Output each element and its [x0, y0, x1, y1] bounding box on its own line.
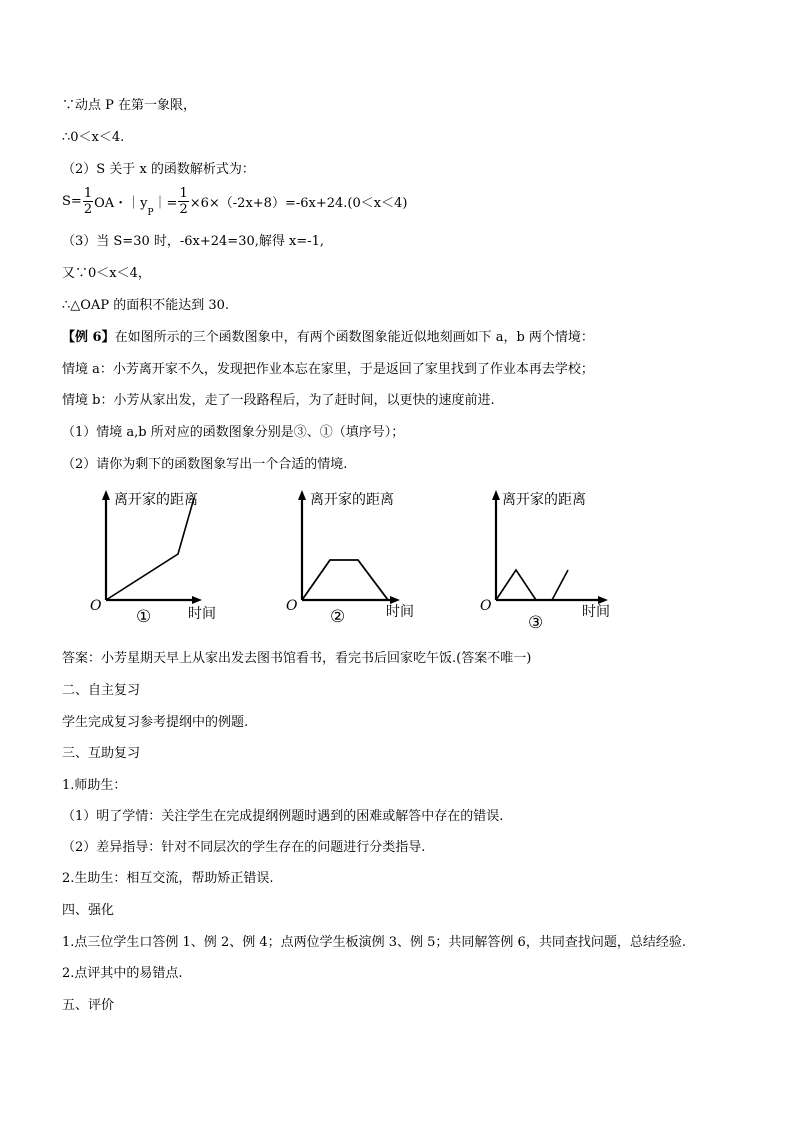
- graph-3-svg: [478, 488, 628, 633]
- text-line: ∴0＜x＜4.: [62, 130, 125, 145]
- section-heading: 三、互助复习: [62, 746, 141, 761]
- formula-subscript: P: [147, 208, 154, 218]
- text-line: 又∵0＜x＜4，: [62, 266, 151, 281]
- fraction-half: [178, 186, 188, 217]
- fraction-denominator: 2: [83, 202, 93, 217]
- text-line: 1.师助生：: [62, 778, 127, 793]
- y-arrow: [102, 490, 110, 500]
- graph-3-rising-segment: [552, 570, 568, 600]
- y-axis-label: 离开家的距离: [310, 492, 394, 508]
- graph-2-svg: [284, 488, 434, 633]
- graph-number: ②: [330, 607, 346, 627]
- fraction-half: [83, 186, 93, 217]
- text-line: 1.点三位学生口答例 1、例 2、例 4；点两位学生板演例 3、例 5；共同解答例 6，共同查找问题，总结经验.: [62, 935, 686, 950]
- example-text: 在如图所示的三个函数图象中，有两个函数图象能近似地刻画如下 a，b 两个情境：: [114, 330, 594, 345]
- y-arrow: [298, 490, 306, 500]
- x-arrow: [390, 596, 400, 604]
- graph-number: ③: [528, 613, 544, 633]
- area-formula: [62, 186, 407, 226]
- text-line: ∴△OAP 的面积不能达到 30.: [62, 298, 230, 313]
- formula-tail: ×6×（-2x+8）=-6x+24.(0＜x＜4): [189, 196, 408, 211]
- formula-mid2: ｜=: [153, 196, 178, 211]
- y-axis-label: 离开家的距离: [502, 492, 586, 508]
- text-line: 2.生助生：相互交流，帮助矫正错误.: [62, 871, 274, 886]
- answer-line: 答案：小芳星期天早上从家出发去图书馆看书，看完书后回家吃午饭.(答案不唯一): [62, 651, 532, 666]
- x-axis-label: 时间: [188, 606, 216, 622]
- origin-label: O: [90, 598, 102, 614]
- text-line: （2）请你为剩下的函数图象写出一个合适的情境.: [62, 457, 348, 472]
- formula-s-eq: S=: [62, 194, 82, 209]
- text-line: （2）差异指导：针对不同层次的学生存在的问题进行分类指导.: [62, 840, 426, 855]
- x-axis-label: 时间: [582, 604, 610, 620]
- text-line: ∵动点 P 在第一象限，: [62, 98, 197, 113]
- text-line: （3）当 S=30 时，-6x+24=30,解得 x=-1,: [62, 234, 325, 249]
- function-graph-1: [88, 488, 238, 637]
- formula-mid: OA・｜y: [94, 196, 148, 211]
- text-line: （2）S 关于 x 的函数解析式为：: [62, 162, 255, 177]
- text-line: （1）情境 a,b 所对应的函数图象分别是③、①（填序号）；: [62, 425, 405, 440]
- x-arrow: [598, 596, 608, 604]
- graph-2-curve: [302, 560, 388, 600]
- example-header-line: [62, 330, 594, 346]
- text-line: 情境 a：小芳离开家不久，发现把作业本忘在家里，于是返回了家里找到了作业本再去学校；: [62, 362, 594, 377]
- graph-1-svg: [88, 488, 238, 633]
- section-heading: 四、强化: [62, 903, 115, 918]
- text-line: 2.点评其中的易错点.: [62, 966, 183, 981]
- y-arrow: [492, 490, 500, 500]
- section-heading: 五、评价: [62, 998, 115, 1013]
- x-axis-label: 时间: [386, 604, 414, 620]
- example-label: 【例 6】: [62, 330, 115, 345]
- function-graph-3: [478, 488, 628, 637]
- graph-1-curve: [106, 498, 194, 600]
- graph-number: ①: [136, 607, 152, 627]
- graph-3-curve: [496, 570, 536, 600]
- origin-label: O: [286, 598, 298, 614]
- origin-label: O: [480, 598, 492, 614]
- fraction-numerator: 1: [83, 186, 93, 201]
- x-arrow: [192, 596, 202, 604]
- text-line: 学生完成复习参考提纲中的例题.: [62, 715, 249, 730]
- section-heading: 二、自主复习: [62, 683, 141, 698]
- fraction-denominator: 2: [179, 202, 188, 217]
- function-graph-2: [284, 488, 434, 637]
- y-axis-label: 离开家的距离: [114, 492, 198, 508]
- text-line: （1）明了学情：关注学生在完成提纲例题时遇到的困难或解答中存在的错误.: [62, 809, 504, 824]
- fraction-numerator: 1: [179, 186, 188, 201]
- text-line: 情境 b：小芳从家出发，走了一段路程后，为了赶时间，以更快的速度前进.: [62, 393, 495, 408]
